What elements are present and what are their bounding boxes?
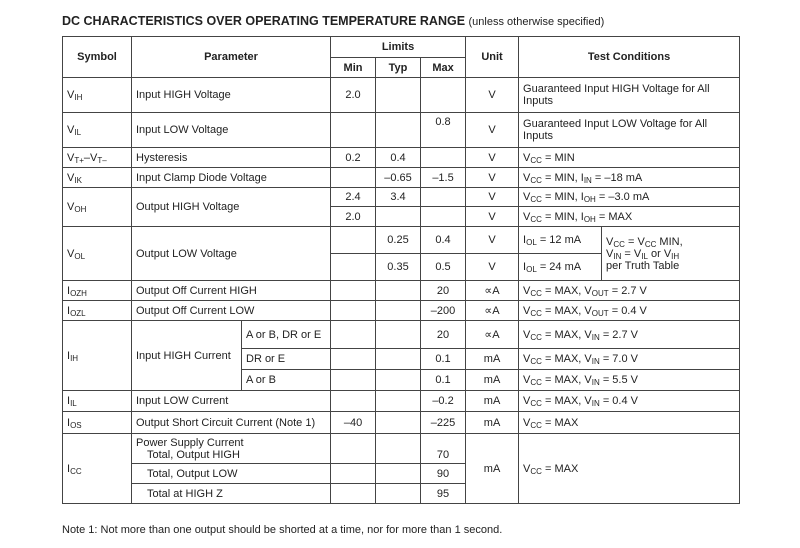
table-row <box>63 113 740 148</box>
cell-max: 90 <box>421 464 466 484</box>
table-row <box>63 78 740 113</box>
cell-min <box>331 168 376 188</box>
cell-min <box>331 349 376 370</box>
cell-max <box>421 148 466 168</box>
cell-unit: ∝A <box>466 301 519 321</box>
cell-max: 20 <box>421 281 466 301</box>
cell-min: 2.0 <box>331 78 376 113</box>
cell-typ: 0.25 <box>376 227 421 254</box>
cell-subparameter: DR or E <box>242 349 331 370</box>
cell-max: –1.5 <box>421 168 466 188</box>
cell-parameter: Output Off Current HIGH <box>132 281 331 301</box>
cell-subparameter: A or B, DR or E <box>242 321 331 349</box>
cell-min <box>331 227 376 254</box>
cell-min <box>331 301 376 321</box>
cell-min <box>331 464 376 484</box>
cell-parameter <box>132 434 331 464</box>
cell-unit: mA <box>466 349 519 370</box>
cell-max <box>421 207 466 227</box>
cell-subparameter: A or B <box>242 370 331 391</box>
cell-typ: 0.4 <box>376 148 421 168</box>
cell-conditions: $V_{CC}$ = MIN <box>519 148 740 168</box>
cell-min: –40 <box>331 412 376 434</box>
cell-conditions: $V_{CC}$ = MAX <box>519 412 740 434</box>
cell-typ <box>376 349 421 370</box>
cell-parameter: Output LOW Voltage <box>132 227 331 281</box>
cell-symbol: $V_{OH}$ <box>63 188 132 227</box>
cell-conditions: $I_{OL} = 24$ mA <box>519 254 602 281</box>
cell-unit: V <box>466 227 519 254</box>
cell-parameter: Output HIGH Voltage <box>132 188 331 227</box>
cell-min <box>331 391 376 412</box>
cell-min: 2.4 <box>331 188 376 207</box>
header-typ: Typ <box>376 58 421 78</box>
cell-typ <box>376 78 421 113</box>
cell-conditions: $V_{CC}$ = MAX, $V_{OUT} = 0.4$ V <box>519 301 740 321</box>
cell-symbol: $I_{IH}$ <box>63 321 132 391</box>
table-row <box>63 301 740 321</box>
cell-typ <box>376 301 421 321</box>
cell-parameter: Total, Output LOW <box>132 464 331 484</box>
cell-parameter: Input HIGH Current <box>132 321 242 391</box>
header-parameter: Parameter <box>132 37 331 78</box>
cell-max: 0.8 <box>421 113 466 148</box>
cell-unit: V <box>466 254 519 281</box>
cell-conditions: $V_{CC}$ = MIN, $I_{OH} = -3.0$ mA <box>519 188 740 207</box>
cell-min <box>331 113 376 148</box>
table-title <box>62 14 604 28</box>
cell-typ <box>376 484 421 504</box>
header-symbol: Symbol <box>63 37 132 78</box>
header-unit: Unit <box>466 37 519 78</box>
cell-conditions: $V_{CC}$ = MAX <box>519 434 740 504</box>
header-max: Max <box>421 58 466 78</box>
cell-max: 0.4 <box>421 227 466 254</box>
cell-typ <box>376 370 421 391</box>
cell-typ <box>376 434 421 464</box>
cell-conditions: $V_{CC}$ = MAX, $V_{OUT} = 2.7$ V <box>519 281 740 301</box>
cell-conditions: $V_{CC}$ = MAX, $V_{IN} = 0.4$ V <box>519 391 740 412</box>
cell-min <box>331 484 376 504</box>
cell-min <box>331 281 376 301</box>
cell-min: 0.2 <box>331 148 376 168</box>
cell-conditions: $V_{CC}$ = MIN, $I_{IN} = -18$ mA <box>519 168 740 188</box>
cell-max: 0.1 <box>421 370 466 391</box>
cell-unit: mA <box>466 370 519 391</box>
cell-min <box>331 321 376 349</box>
cell-symbol: $I_{CC}$ <box>63 434 132 504</box>
title-main: DC CHARACTERISTICS OVER OPERATING TEMPERATURE RANGE <box>62 14 466 28</box>
cell-typ: 3.4 <box>376 188 421 207</box>
cell-typ <box>376 113 421 148</box>
table-row <box>63 188 740 207</box>
header-limits: Limits <box>331 37 466 58</box>
cell-symbol: $V_{OL}$ <box>63 227 132 281</box>
cell-typ <box>376 281 421 301</box>
cell-conditions-shared: $V_{CC} = V_{CC}$ MIN, $V_{IN} = V_{IL}$ or $V_{IH}$ per Truth Table <box>602 227 740 281</box>
cell-symbol: $V_{T+}-V_{T-}$ <box>63 148 132 168</box>
cell-symbol: $I_{OS}$ <box>63 412 132 434</box>
cell-conditions: $V_{CC}$ = MAX, $V_{IN} = 5.5$ V <box>519 370 740 391</box>
cell-max: 70 <box>421 434 466 464</box>
cell-parameter: Input LOW Voltage <box>132 113 331 148</box>
cell-max: 95 <box>421 484 466 504</box>
cell-max: 0.1 <box>421 349 466 370</box>
table-row <box>63 148 740 168</box>
power-supply-current-label: Power Supply Current <box>136 436 244 449</box>
cell-symbol: $V_{IL}$ <box>63 113 132 148</box>
cell-max <box>421 78 466 113</box>
table-row <box>63 434 740 464</box>
title-note: (unless otherwise specified) <box>468 16 605 28</box>
cell-typ <box>376 321 421 349</box>
cell-unit: V <box>466 148 519 168</box>
cell-typ: 0.35 <box>376 254 421 281</box>
cell-conditions: $V_{CC}$ = MAX, $V_{IN} = 2.7$ V <box>519 321 740 349</box>
header-min: Min <box>331 58 376 78</box>
table-row <box>63 227 740 254</box>
cell-typ <box>376 464 421 484</box>
cell-max <box>421 188 466 207</box>
cell-unit: ∝A <box>466 281 519 301</box>
cell-symbol: $I_{OZH}$ <box>63 281 132 301</box>
cell-conditions: Guaranteed Input HIGH Voltage for All Inputs <box>519 78 740 113</box>
cell-parameter: Output Short Circuit Current (Note 1) <box>132 412 331 434</box>
cell-conditions: $V_{CC}$ = MAX, $V_{IN} = 7.0$ V <box>519 349 740 370</box>
total-output-high-label: Total, Output HIGH <box>147 448 240 461</box>
cell-typ <box>376 207 421 227</box>
cell-min <box>331 254 376 281</box>
cell-max: 20 <box>421 321 466 349</box>
table-row <box>63 321 740 349</box>
cell-unit: mA <box>466 391 519 412</box>
cell-unit: V <box>466 207 519 227</box>
cell-parameter: Total at HIGH Z <box>132 484 331 504</box>
cell-typ <box>376 391 421 412</box>
cell-parameter: Input HIGH Voltage <box>132 78 331 113</box>
cell-max: –225 <box>421 412 466 434</box>
cell-unit: mA <box>466 412 519 434</box>
cell-symbol: $V_{IK}$ <box>63 168 132 188</box>
cell-unit: V <box>466 188 519 207</box>
cell-unit: mA <box>466 434 519 504</box>
dc-characteristics-table <box>62 36 740 504</box>
table-row <box>63 391 740 412</box>
cell-min <box>331 370 376 391</box>
cell-unit: V <box>466 78 519 113</box>
cell-typ <box>376 412 421 434</box>
cell-unit: V <box>466 113 519 148</box>
cell-min <box>331 434 376 464</box>
cell-symbol: $V_{IH}$ <box>63 78 132 113</box>
cell-parameter: Input LOW Current <box>132 391 331 412</box>
footnote: Note 1: Not more than one output should be shorted at a time, nor for more than 1 second. <box>62 524 503 536</box>
cell-conditions: $I_{OL} = 12$ mA <box>519 227 602 254</box>
cell-parameter: Output Off Current LOW <box>132 301 331 321</box>
cell-max: 0.5 <box>421 254 466 281</box>
cell-unit: ∝A <box>466 321 519 349</box>
table-row <box>63 412 740 434</box>
table-row <box>63 168 740 188</box>
cell-conditions: Guaranteed Input LOW Voltage for All Inputs <box>519 113 740 148</box>
cell-parameter: Hysteresis <box>132 148 331 168</box>
header-row-1 <box>63 37 740 58</box>
table-row <box>63 281 740 301</box>
cell-min: 2.0 <box>331 207 376 227</box>
cell-typ: –0.65 <box>376 168 421 188</box>
header-test-conditions: Test Conditions <box>519 37 740 78</box>
cell-max: –200 <box>421 301 466 321</box>
cell-max: –0.2 <box>421 391 466 412</box>
cell-parameter: Input Clamp Diode Voltage <box>132 168 331 188</box>
cell-conditions: $V_{CC}$ = MIN, $I_{OH}$ = MAX <box>519 207 740 227</box>
cell-symbol: $I_{OZL}$ <box>63 301 132 321</box>
cell-unit: V <box>466 168 519 188</box>
cell-symbol: $I_{IL}$ <box>63 391 132 412</box>
